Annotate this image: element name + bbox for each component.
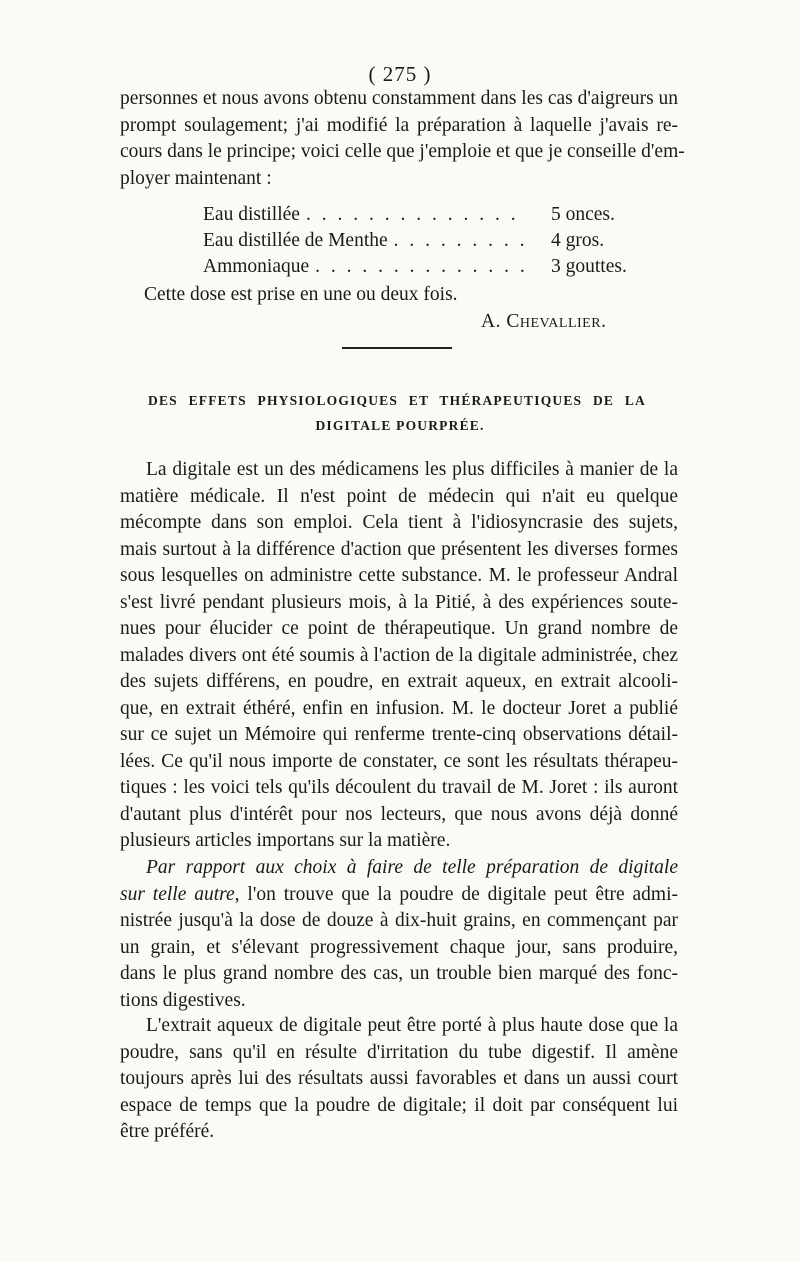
- text-line: malades divers ont été soumis à l'action de la digitale administrée, chez: [120, 644, 678, 666]
- text-line: lées. Ce qu'il nous importe de constater, ce sont les résultats thérapeu-: [120, 750, 678, 772]
- text-line: La digitale est un des médicamens les plus difficiles à manier de la: [146, 459, 678, 480]
- recipe-leader-dots: . . . . . . . . .: [393, 230, 528, 251]
- text-line: plusieurs articles importans sur la matière.: [120, 830, 451, 851]
- text-line: poudre, sans qu'il en résulte d'irritation du tube digestif. Il amène: [120, 1041, 678, 1063]
- recipe-quantity: 3 gouttes.: [551, 256, 627, 277]
- text-line: être préféré.: [120, 1121, 215, 1142]
- text-line: que, en extrait éthéré, enfin en infusion. M. le docteur Joret a publié: [120, 697, 678, 719]
- paragraph-1: [120, 457, 678, 855]
- text-line: espace de temps que la poudre de digitale; il doit par conséquent lui: [120, 1094, 678, 1116]
- text-line: des sujets différens, en poudre, en extrait aqueux, en extrait alcooli-: [120, 671, 678, 692]
- recipe-leader-dots: . . . . . . . . . . . . . .: [315, 256, 528, 277]
- text-line: tiques : les voici tels qu'ils découlent du travail de M. Joret : ils auront: [120, 777, 678, 798]
- text-line: s'est livré pendant plusieurs mois, à la Pitié, à des expériences soute-: [120, 591, 678, 613]
- section-divider: [342, 347, 452, 349]
- text-line: matière médicale. Il n'est point de médecin qui n'ait eu quelque: [120, 485, 678, 507]
- recipe-quantity: 4 gros.: [551, 230, 605, 251]
- text-line: un grain, et s'élevant progressivement chaque jour, sans produire,: [120, 936, 678, 958]
- text-line: sous lesquelles on administre cette substance. M. le professeur Andral: [120, 565, 678, 586]
- text-line: tions digestives.: [120, 989, 246, 1011]
- text-line: [120, 855, 678, 882]
- dose-line: Cette dose est prise en une ou deux fois.: [144, 284, 458, 305]
- text-line: mais surtout à la différence d'action que présentent les diverses formes: [120, 538, 678, 560]
- recipe-ingredient: Eau distillée: [203, 204, 300, 225]
- text-run: , l'on trouve que la poudre de digitale peut être admi-: [234, 883, 678, 905]
- recipe-leader-dots: . . . . . . . . . . . . . .: [305, 204, 519, 225]
- text-line: nistrée jusqu'à la dose de douze à dix-huit grains, en commençant par: [120, 910, 678, 931]
- text-line: prompt soulagement; j'ai modifié la préparation à laquelle j'avais re-: [120, 114, 678, 136]
- recipe-ingredient: Eau distillée de Menthe: [203, 230, 388, 251]
- text-line: L'extrait aqueux de digitale peut être porté à plus haute dose que la: [146, 1015, 678, 1036]
- recipe-list: [203, 202, 643, 280]
- text-line: mécompte dans son emploi. Cela tient à l'idiosyncrasie des sujets,: [120, 512, 678, 533]
- text-line: ployer maintenant :: [120, 167, 272, 189]
- paragraph-3: [120, 1013, 678, 1146]
- paragraph-2: [120, 855, 678, 1014]
- text-line: cours dans le principe; voici celle que j'emploie et que je conseille d'em-: [120, 141, 685, 162]
- article-heading-line-2: DIGITALE POURPRÉE.: [315, 418, 485, 433]
- intro-paragraph: [120, 88, 685, 194]
- recipe-item: [203, 228, 643, 254]
- recipe-ingredient: Ammoniaque: [203, 256, 310, 277]
- recipe-item: [203, 202, 643, 228]
- recipe-item: [203, 254, 643, 280]
- text-line: personnes et nous avons obtenu constamment dans les cas d'aigreurs un: [120, 88, 679, 109]
- text-line: toujours après lui des résultats aussi favorables et dans un aussi court: [120, 1068, 678, 1089]
- text-line: dans le plus grand nombre des cas, un trouble bien marqué des fonc-: [120, 963, 678, 984]
- text-line: d'autant plus d'intérêt pour nos lecteurs, que nous avons déjà donné: [120, 803, 678, 825]
- page-number: ( 275 ): [368, 62, 432, 86]
- text-line: [120, 882, 678, 909]
- italic-phrase: sur telle autre: [120, 883, 235, 905]
- text-line: nues pour élucider ce point de thérapeutique. Un grand nombre de: [120, 618, 678, 639]
- text-line: sur ce sujet un Mémoire qui renferme trente-cinq observations détail-: [120, 724, 678, 745]
- author-signature: A. Chevallier.: [481, 311, 607, 332]
- italic-phrase: Par rapport aux choix à faire de telle préparation de digitale: [146, 857, 678, 878]
- recipe-quantity: 5 onces.: [551, 204, 615, 225]
- article-heading-line-1: DES EFFETS PHYSIOLOGIQUES ET THÉRAPEUTIQUES DE LA: [148, 393, 646, 408]
